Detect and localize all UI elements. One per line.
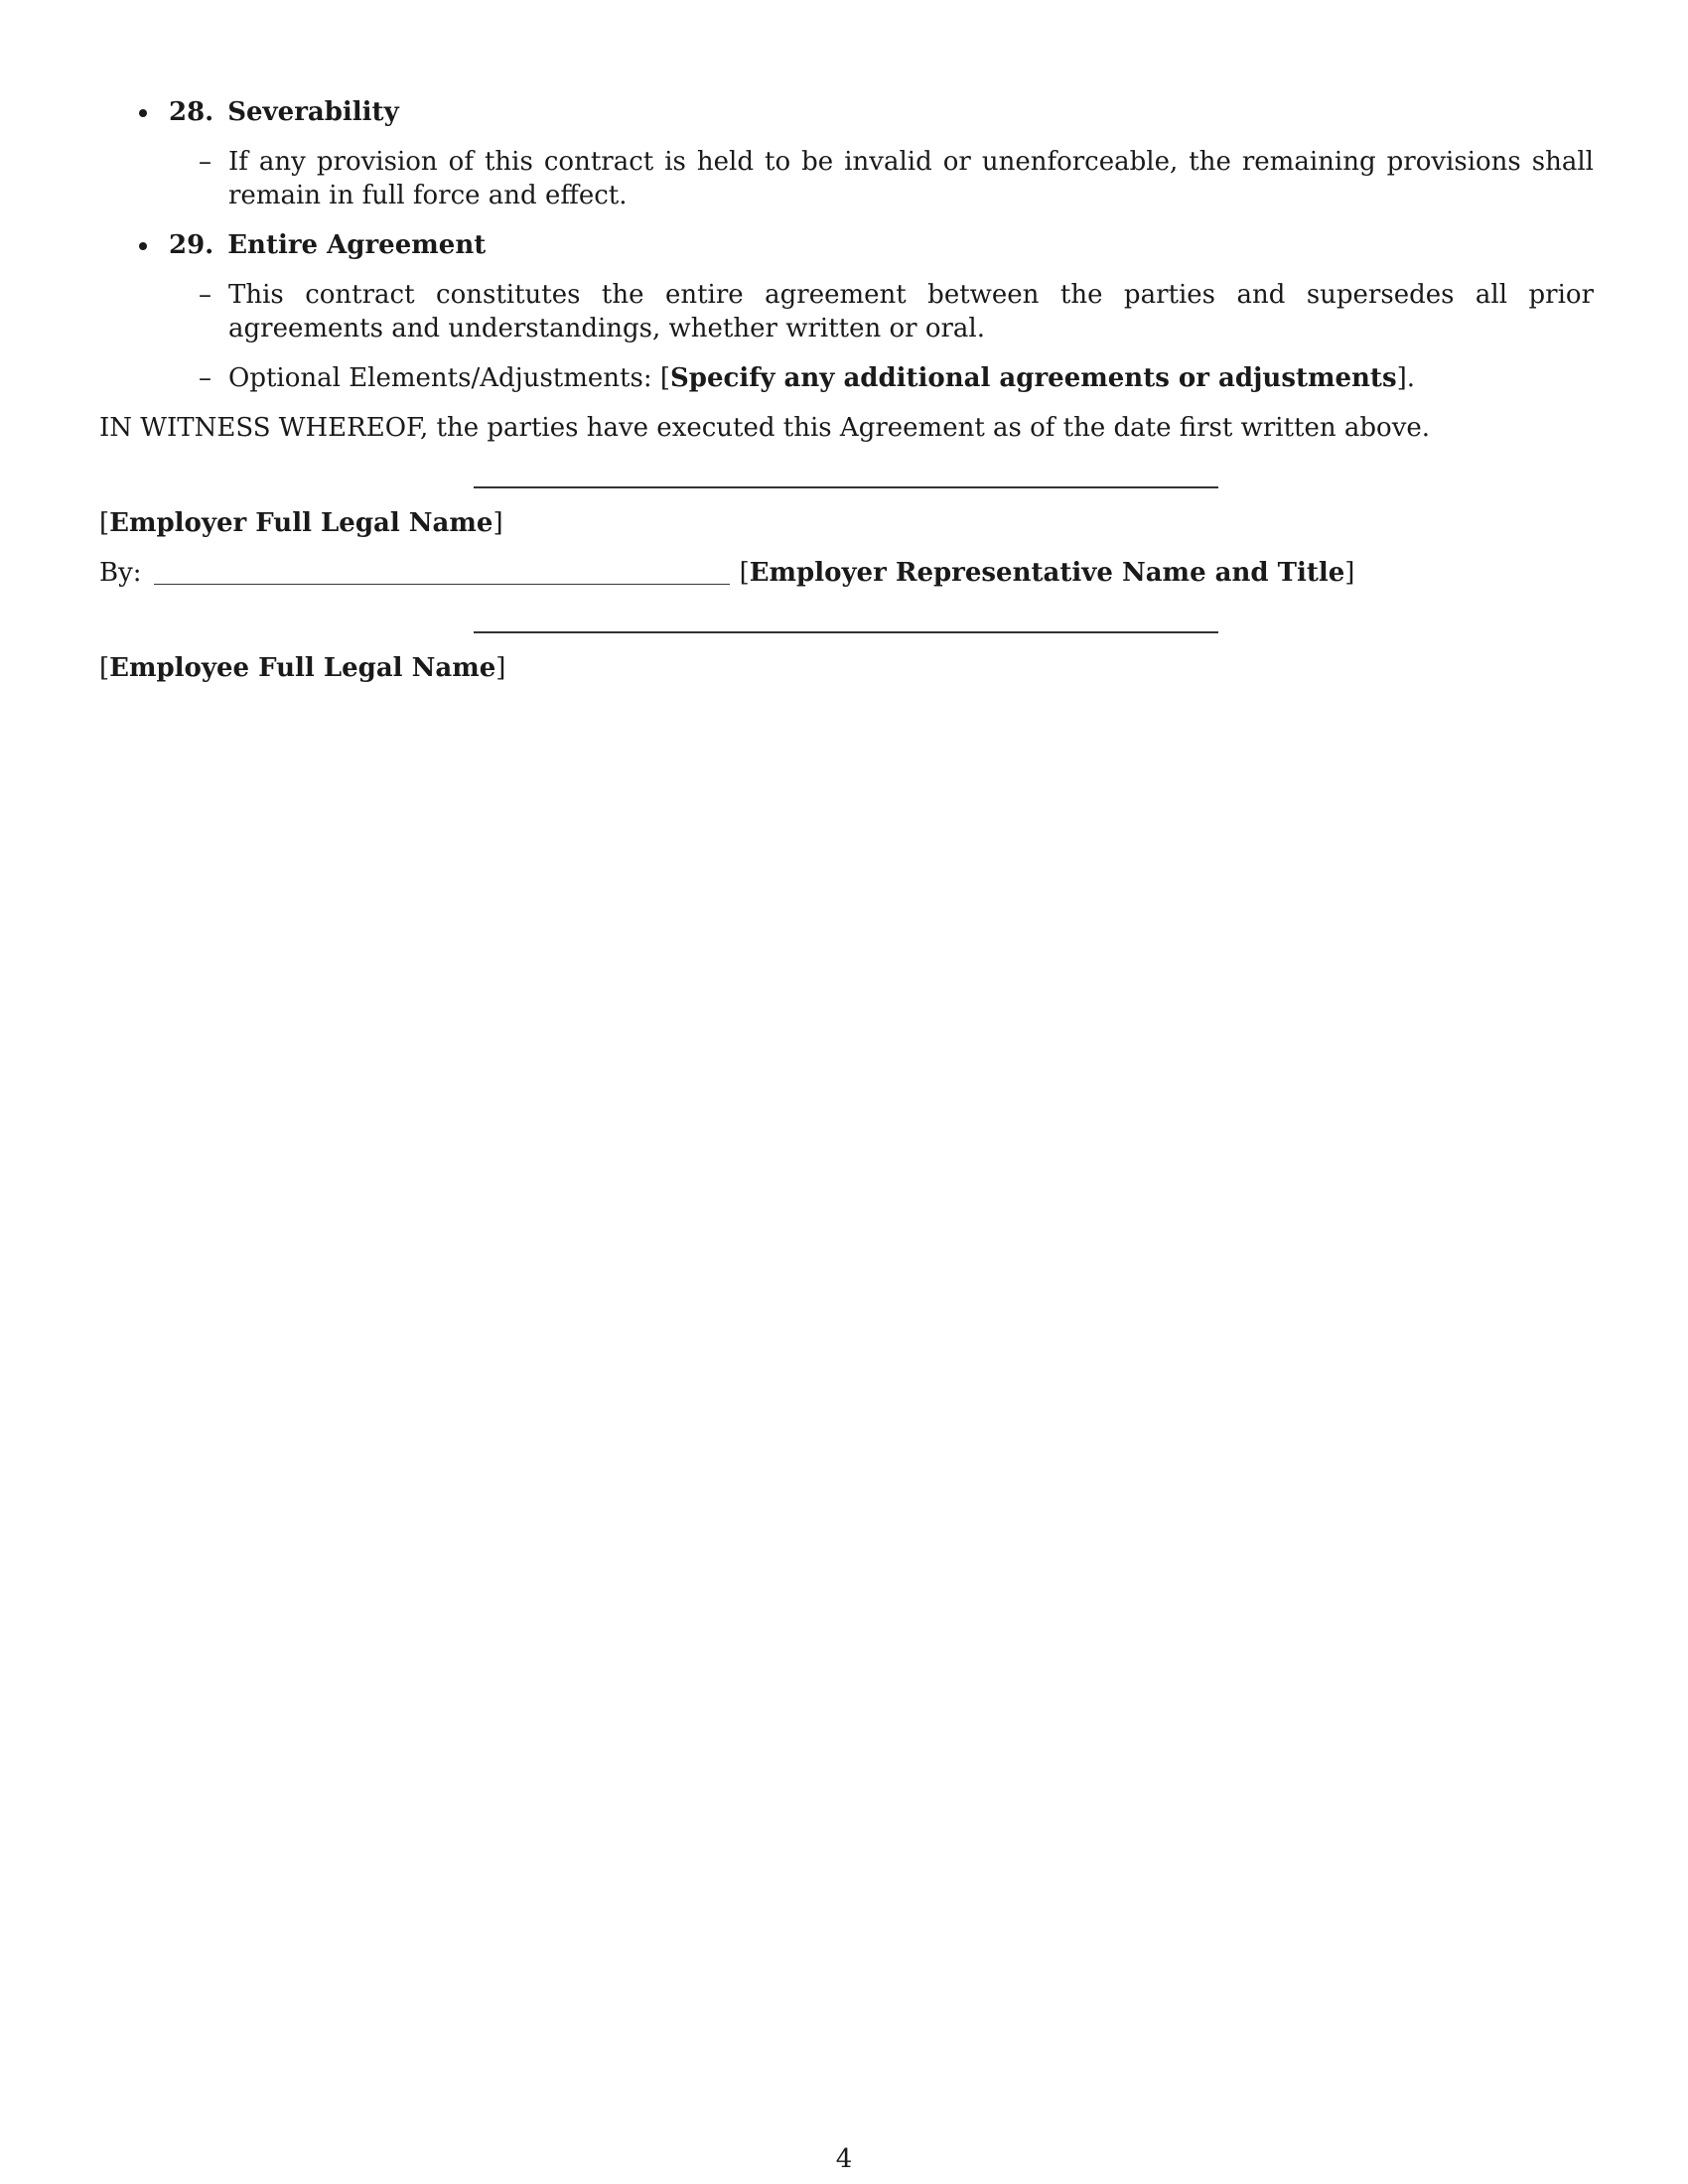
employer-name-placeholder: Employer Full Legal Name [109, 508, 493, 538]
bullet-icon [139, 242, 147, 250]
document-page [99, 95, 1594, 685]
clause-text: This contract constitutes the entire agreement between the parties and supersedes all prior agreements and understandings, whether written or oral. [228, 280, 1594, 343]
list-item [99, 278, 1594, 345]
employee-name [99, 651, 1594, 685]
section-severability [99, 95, 1594, 212]
dash-icon: – [199, 280, 211, 310]
bracket: [ [739, 558, 750, 588]
bracket: ] [495, 653, 506, 683]
employee-signature-line [474, 631, 1218, 633]
bracket: ] [1344, 558, 1355, 588]
dash-icon: – [199, 147, 211, 177]
by-label: By: [99, 558, 142, 588]
bracket: ] [492, 508, 503, 538]
bracket: [ [99, 653, 110, 683]
witness-clause: IN WITNESS WHEREOF, the parties have executed this Agreement as of the date first written above. [99, 413, 1431, 443]
optional-prefix: Optional Elements/Adjustments: [ [228, 363, 670, 393]
section-number: 28. [169, 97, 214, 127]
dash-icon: – [199, 363, 211, 393]
employer-rep-placeholder: Employer Representative Name and Title [749, 558, 1345, 588]
bracket: [ [99, 508, 110, 538]
section-title: Entire Agreement [227, 230, 487, 260]
optional-placeholder: Specify any additional agreements or adjustments [669, 363, 1397, 393]
by-signature-rule [154, 584, 730, 585]
section-heading [99, 95, 1594, 129]
optional-suffix: ]. [1396, 363, 1415, 393]
section-title: Severability [227, 97, 399, 127]
employee-name-placeholder: Employee Full Legal Name [109, 653, 496, 683]
bullet-icon [139, 109, 147, 117]
list-item [99, 361, 1594, 395]
employer-by-line [99, 556, 1594, 590]
page-number: 4 [835, 2144, 853, 2174]
list-item [99, 145, 1594, 212]
employer-name [99, 506, 1594, 540]
section-heading [99, 228, 1594, 262]
section-entire-agreement [99, 228, 1594, 395]
employer-signature-line [474, 486, 1218, 488]
clause-text: If any provision of this contract is held to be invalid or unenforceable, the remaining provisions shall remain in full force and effect. [228, 147, 1594, 210]
section-number: 29. [169, 230, 214, 260]
